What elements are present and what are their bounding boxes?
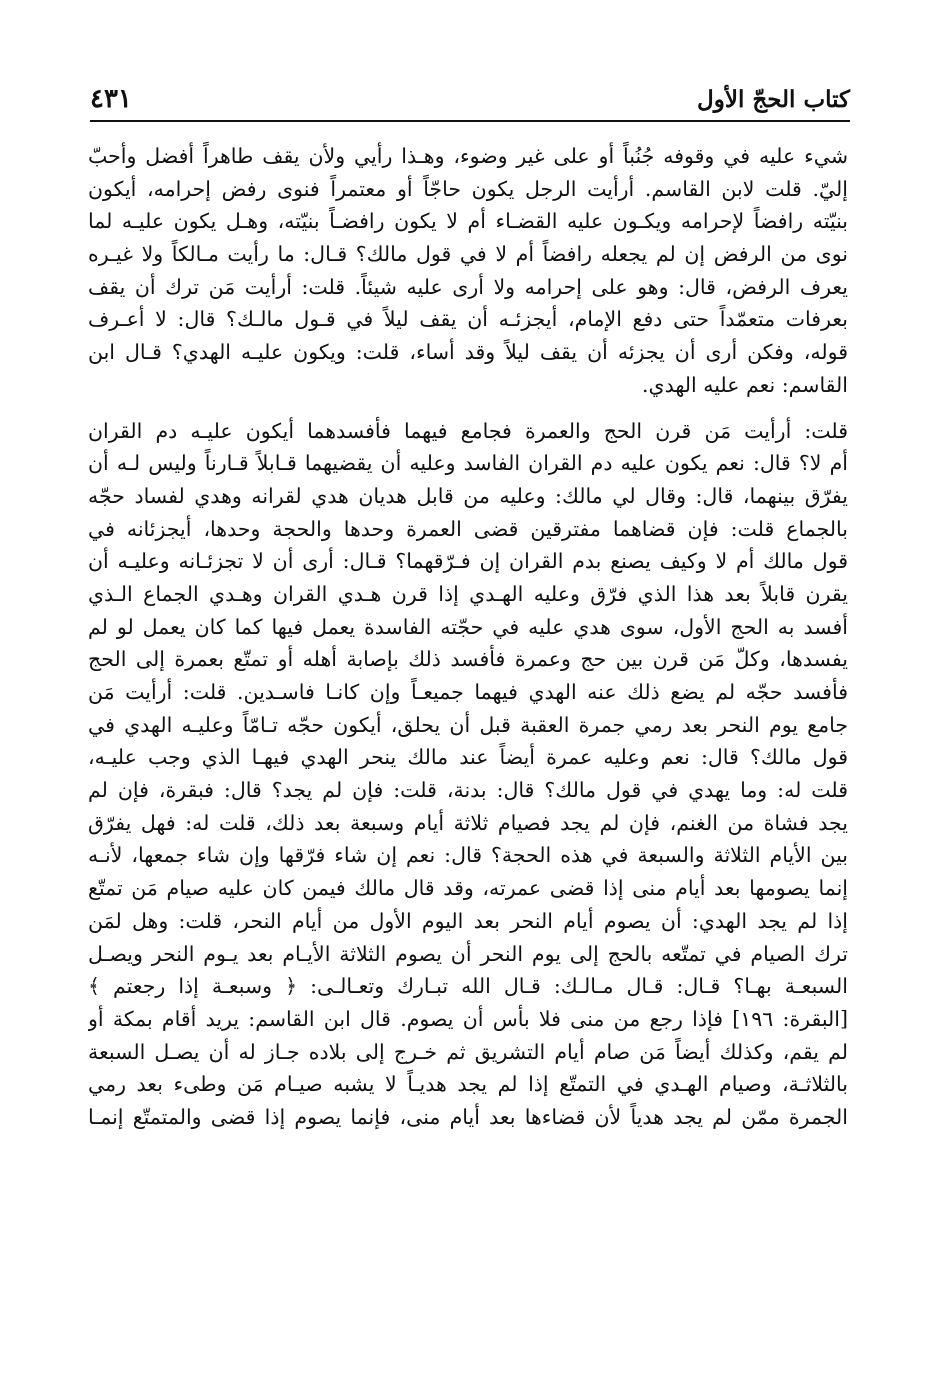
text-line: إليّ. قلت لابن القاسم. أرأيت الرجل يكون حاجّاً أو معتمراً فنوى رفض إحرامه، أيكون <box>88 176 848 201</box>
text-line: فأفسد حجّه لم يضع ذلك عنه الهدي فيهما جميعـاً وإن كانـا فاسـدين. قلت: أرأيت مَن <box>88 680 848 704</box>
text-line: يفسدها، وكلّ مَن قرن بين حج وعمرة فأفسد ذلك بإصابة أهله أو تمتّع بعمرة إلى الحج <box>88 647 848 672</box>
text-line: يقرن قابلاً بعد هذا الذي فرّق وعليه الهـدي إذا قرن هـدي القران وهـدي الجماع الـذي <box>88 581 848 606</box>
text-line: قول مالك؟ قال: نعم وعليه عمرة أيضاً عند مالك ينحر الهدي فيهـا الذي وجب عليـه، <box>88 745 848 770</box>
text-line: إذا لم يجد الهدي: أن يصوم أيام النحر بعد اليوم الأول من أيام النحر، قلت: وهل لمَن <box>88 908 848 933</box>
text-line: [البقرة: ١٩٦] فإذا رجع من منى فلا بأس أن يصوم. قال ابن القاسم: يريد أقام بمكة أو <box>88 1006 848 1031</box>
text-line: قول مالك أم لا وكيف يصنع بدم القران إن فـرّقهما؟ قـال: أرى أن لا تجزئـانه وعليـه أن <box>88 549 848 574</box>
text-line: بالثلاثـة، وصيام الهـدي في التمتّع إذا لم يجد هديـاً لا يشبه صيـام مَن وطىء بعد رمي <box>88 1072 848 1097</box>
text-line: ترك الصيام في تمتّعه بالحج إلى يوم النحر أن يصوم الثلاثة الأيـام بعد يـوم النحر ويصـل <box>88 941 848 966</box>
text-line: بعرفات متعمّداً حتى دفع الإمام، أيجزئـه أن يقف ليلاً في قـول مالـك؟ قال: لا أعـرف <box>88 307 848 332</box>
text-line: يجد فشاة من الغنم، فإن لم يجد فصيام ثلاثة أيام وسبعة بعد ذلك، قلت له: فهل يفرّق <box>88 810 848 835</box>
text-line: يعرف الرفض، قال: وهو على إحرامه ولا أرى عليه شيئاً. قلت: أرأيت مَن ترك أن يقف <box>88 274 848 299</box>
text-line: إنما يصومها بعد أيام منى إذا قضى عمرته، وقد قال مالك فيمن كان عليه صيام مَن تمتّع <box>88 876 848 901</box>
text-line: بين الأيام الثلاثة والسبعة في هذه الحجة؟ قال: نعم إن شاء فرّقها وإن شاء جمعها، لأنـه <box>88 843 848 868</box>
text-line: جامع يوم النحر بعد رمي جمرة العقبة قبل أن يحلق، أيكون حجّه تـامّاً وعليـه الهدي في <box>88 712 848 737</box>
text-line: لم يقم، وكذلك أيضاً مَن صام أيام التشريق ثم خـرج إلى بلاده جـاز له أن يصـل السبعة <box>88 1039 848 1064</box>
text-line: قلت: أرأيت مَن قرن الحج والعمرة فجامع فيهما فأفسدهما أيكون عليـه دم القران <box>88 418 848 443</box>
page-header <box>90 80 850 122</box>
book-title: كتاب الحجّ الأول <box>697 86 850 113</box>
text-line: السبعـة بهـا؟ قـال: قـال مـالـك: قـال الله تبـارك وتعـالـى: ﴿ وسبعـة إذا رجعتم ﴾ <box>88 974 848 999</box>
text-line: أم لا؟ قال: نعم يكون عليه دم القران الفاسد وعليه أن يقضيهما قـابلاً قـارناً وليس لـه أن <box>88 451 848 476</box>
text-line: نوى من الرفض إن لم يجعله رافضاً أم لا في قول مالك؟ قـال: ما رأيت مـالكاً ولا غيـره <box>88 242 848 267</box>
text-line: يفرّق بينهما، قال: وقال لي مالك: وعليه من قابل هديان هدي لقرانه وهدي لفساد حجّه <box>88 483 848 508</box>
text-line: قوله، وفكن أرى أن يجزئه أن يقف ليلاً وقد أساء، قلت: ويكون عليـه الهدي؟ قـال ابن <box>88 340 848 365</box>
text-line: بالجماع قلت: فإن قضاهما مفترقين قضى العمرة وحدها والحجة وحدها، أيجزئانه في <box>88 516 848 541</box>
paragraph <box>88 415 848 1134</box>
text-line: الجمرة ممّن لم يجد هدياً لأن قضاءها بعد أيام منى، فإنما يصوم إذا قضى والمتمتّع إنمـا <box>88 1104 848 1129</box>
text-line: شيء عليه في وقوفه جُنُباً أو على غير وضوء، وهـذا رأيي ولأن يقف طاهراً أفضل وأحبّ <box>88 144 848 168</box>
text-line: قلت له: وما يهدي في قول مالك؟ قال: بدنة، قلت: فإن لم يجد؟ قال: فبقرة، فإن لم <box>88 778 848 803</box>
paragraph <box>88 140 848 402</box>
text-line: بنيّته رافضاً لإحرامه ويكـون عليه القضـاء أم لا يكون رافضـاً بنيّته، وهـل يكون عليـه لما <box>88 209 848 234</box>
text-line: أفسد به الحج الأول، سوى هدي عليه في حجّته الفاسدة يعمل فيها كما كان يعمل لو لم <box>88 614 848 639</box>
page-body <box>88 140 848 1134</box>
text-line: القاسم: نعم عليه الهدي. <box>642 372 848 397</box>
page-number: ٤٣١ <box>90 84 132 114</box>
